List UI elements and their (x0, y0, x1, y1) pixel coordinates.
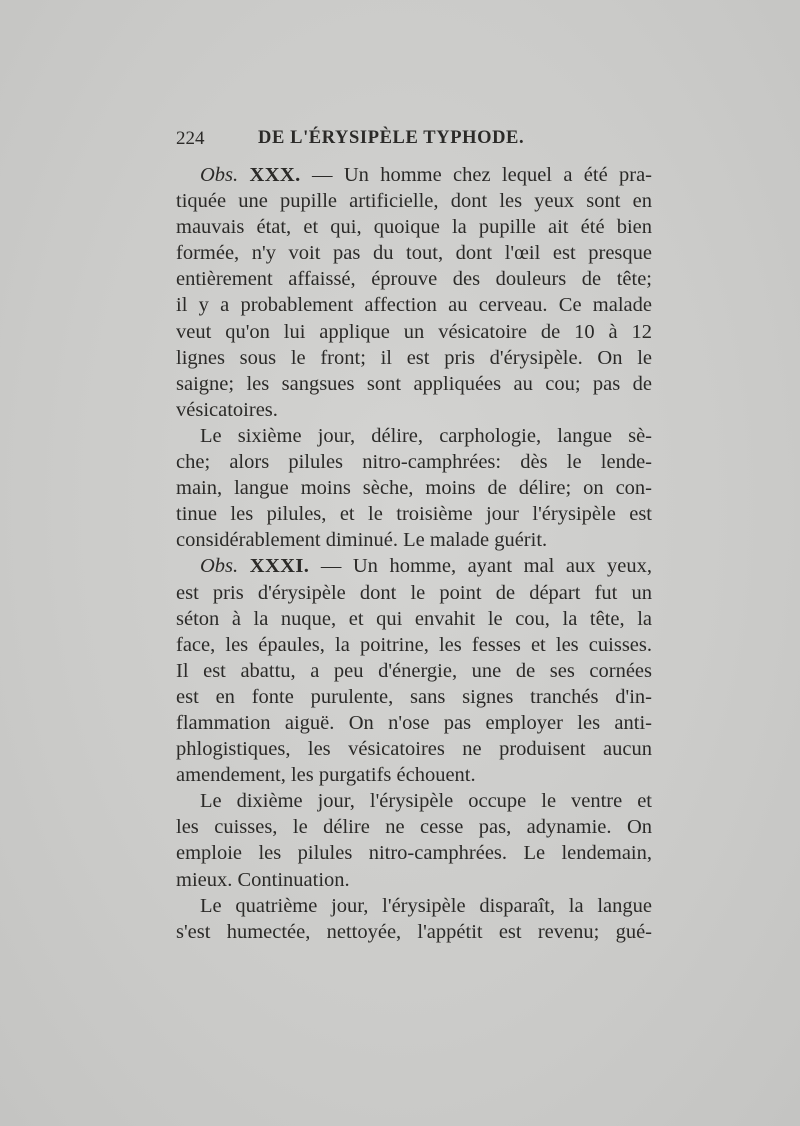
text-line: main, langue moins sèche, moins de délire; on con- (176, 477, 652, 500)
obs-label: Obs. (200, 164, 239, 186)
text-line: amendement, les purgatifs échouent. (176, 764, 476, 787)
text-line: les cuisses, le délire ne cesse pas, adynamie. On (176, 816, 652, 839)
text-line: tinue les pilules, et le troisième jour l'érysipèle est (176, 503, 652, 526)
text-line: tiquée une pupille artificielle, dont les yeux sont en (176, 190, 652, 213)
running-head: DE L'ÉRYSIPÈLE TYPHODE. (258, 128, 525, 148)
paragraph-sixth-day (176, 423, 652, 553)
text-line: mauvais état, et qui, quoique la pupille ait été bien (176, 216, 652, 239)
text-line: mieux. Continuation. (176, 868, 350, 891)
text-line: est pris d'érysipèle dont le point de départ fut un (176, 581, 652, 604)
text-line: formée, n'y voit pas du tout, dont l'œil est presque (176, 242, 652, 265)
observation-number: XXX. (249, 164, 301, 186)
text-line: emploie les pilules nitro-camphrées. Le lendemain, (176, 842, 652, 865)
page-number: 224 (176, 128, 205, 149)
observation-xxxi (176, 553, 652, 788)
text-line: s'est humectée, nettoyée, l'appétit est revenu; gué- (176, 920, 652, 943)
text-line: est en fonte purulente, sans signes tranchés d'in- (176, 685, 652, 708)
text-line: saigne; les sangsues sont appliquées au cou; pas de (176, 372, 652, 395)
text-line: vésicatoires. (176, 398, 278, 421)
text-line: phlogistiques, les vésicatoires ne produisent aucun (176, 738, 652, 761)
text-line: il y a probablement affection au cerveau. Ce malade (176, 294, 652, 317)
text-line: flammation aiguë. On n'ose pas employer les anti- (176, 711, 652, 734)
text-line: veut qu'on lui applique un vésicatoire de 10 à 12 (176, 320, 652, 343)
obs-label: Obs. (200, 555, 239, 578)
observation-xxx (176, 162, 652, 423)
text-line: face, les épaules, la poitrine, les fesses et les cuisses. (176, 633, 652, 656)
text-line: Il est abattu, a peu d'énergie, une de ses cornées (176, 659, 652, 682)
line-text: — Un homme, ayant mal aux yeux, (309, 555, 652, 578)
text-line (176, 553, 652, 579)
line-text: — Un homme chez lequel a été pra- (300, 164, 652, 186)
observation-number: XXXI. (249, 555, 310, 578)
text-line: che; alors pilules nitro-camphrées: dès le lende- (176, 451, 652, 474)
paragraph-fourth-day (176, 893, 652, 945)
page-body (176, 162, 652, 945)
text-line: considérablement diminué. Le malade guérit. (176, 529, 548, 552)
page-header (176, 128, 656, 158)
paragraph-tenth-day (176, 788, 652, 892)
text-line: Le sixième jour, délire, carphologie, langue sè- (200, 424, 652, 447)
text-line: Le dixième jour, l'érysipèle occupe le ventre et (200, 790, 652, 813)
text-line (176, 162, 652, 188)
text-line: séton à la nuque, et qui envahit le cou, la tête, la (176, 607, 652, 630)
text-line: lignes sous le front; il est pris d'érysipèle. On le (176, 346, 652, 369)
text-line: entièrement affaissé, éprouve des douleurs de tête; (176, 268, 652, 291)
text-line: Le quatrième jour, l'érysipèle disparaît, la langue (200, 894, 652, 917)
